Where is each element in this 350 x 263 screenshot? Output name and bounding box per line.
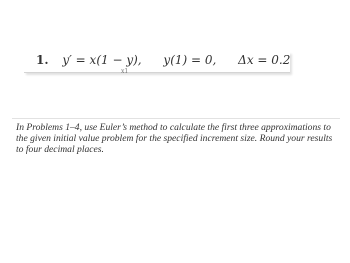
initial-condition: y(1) = 0, [163, 53, 217, 67]
step-size: Δx = 0.2 [238, 53, 291, 67]
problem-strip [24, 52, 290, 73]
subscript-mark: x1 [121, 68, 129, 75]
differential-equation: y′ = x(1 − y), [62, 53, 142, 67]
problem-number: 1. [36, 53, 49, 67]
problem-line [36, 53, 290, 67]
instructions-text: In Problems 1–4, use Euler’s method to calculate the first three approximations to the given initial value problem for the specified increment size. Round your results to four decimal places. [16, 122, 333, 155]
